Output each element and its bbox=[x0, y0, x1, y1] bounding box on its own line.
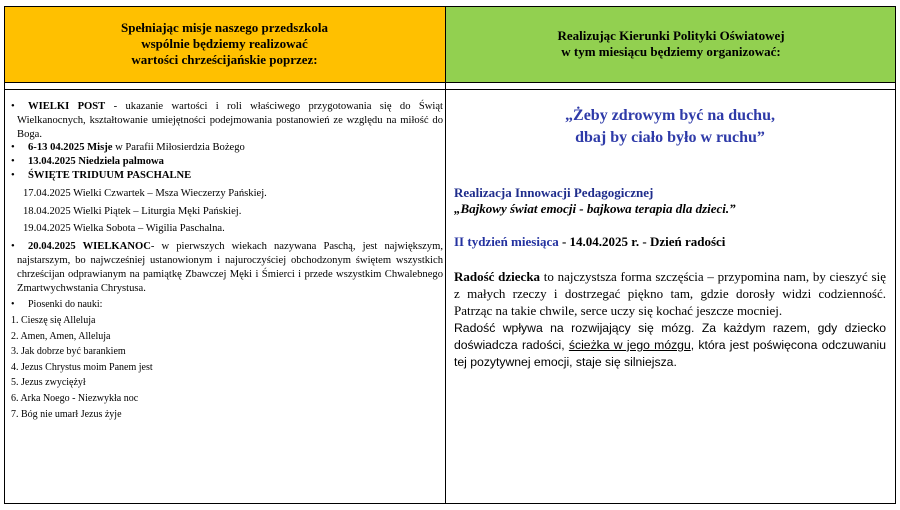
motto-line1: „Żeby zdrowym być na duchu, bbox=[565, 107, 775, 124]
week-label: II tydzień miesiąca bbox=[454, 234, 559, 249]
plan-table bbox=[4, 6, 896, 504]
week-date: - 14.04.2025 r. - Dzień radości bbox=[558, 234, 726, 249]
song-item: 7. Bóg nie umarł Jezus żyje bbox=[11, 408, 122, 420]
item-palm-sunday: • 13.04.2025 Niedziela palmowa bbox=[11, 156, 164, 168]
triduum-day: 18.04.2025 Wielki Piątek – Liturgia Męki Pańskiej. bbox=[23, 205, 242, 217]
innovation-title: Realizacja Innowacji Pedagogicznej bbox=[454, 185, 654, 200]
joy-description bbox=[454, 268, 886, 371]
right-header bbox=[446, 6, 896, 83]
song-item: 2. Amen, Amen, Alleluja bbox=[11, 330, 111, 342]
right-header-line2: w tym miesiącu będziemy organizować: bbox=[561, 44, 781, 59]
joy-paragraph-1: Radość dziecka to najczystsza forma szczęścia – przypomina nam, by cieszyć się z małych rzeczy i dostrzegać piękno tam, gdzie dorosły widzi codzienność. Patrząc na takie chwile, serce uczy się kochać jeszcze mocniej. bbox=[454, 269, 886, 319]
joy-paragraph-2: Radość wpływa na rozwijający się mózg. Za każdym razem, gdy dziecko doświadcza radości, ścieżka w jego mózgu, która jest poświęcona odczuwaniu tej pozytywnej emocji, staje się silniejsza. bbox=[454, 320, 886, 370]
triduum-day: 17.04.2025 Wielki Czwartek – Msza Wieczerzy Pańskiej. bbox=[23, 187, 267, 199]
song-item: 4. Jezus Chrystus moim Panem jest bbox=[11, 361, 153, 373]
left-header bbox=[4, 6, 446, 83]
left-header-line1: Spełniając misje naszego przedszkola bbox=[121, 20, 328, 35]
motto-line2: dbaj by ciało było w ruchu” bbox=[575, 129, 765, 146]
song-item: 5. Jezus zwyciężył bbox=[11, 377, 86, 389]
item-easter: • 20.04.2025 WIELKANOC- w pierwszych wiekach nazywana Paschą, jest największym, najstarszym, bo najwcześniej ustanowionym i najuroczyściej obchodzonym świętem wszystkich chrześcijan odprawianym na pamiątkę Zbawczej Męki i Śmierci i przede wszystkim Chwalebnego Zmartwychwstania Chrystusa. bbox=[11, 241, 443, 294]
left-header-line2: wspólnie będziemy realizować bbox=[141, 36, 308, 51]
week-heading bbox=[454, 234, 886, 250]
left-header-line3: wartości chrześcijańskie poprzez: bbox=[131, 52, 318, 67]
innovation-name: „Bajkowy świat emocji - bajkowa terapia dla dzieci.” bbox=[454, 201, 736, 216]
motto bbox=[454, 105, 886, 149]
songs-title: • Piosenki do nauki: bbox=[11, 299, 103, 311]
left-column bbox=[4, 83, 446, 504]
right-column bbox=[446, 83, 896, 504]
song-item: 3. Jak dobrze być barankiem bbox=[11, 346, 126, 358]
item-missions: • 6-13 04.2025 Misje w Parafii Miłosierdzia Bożego bbox=[11, 142, 245, 154]
song-item: 6. Arka Noego - Niezwykła noc bbox=[11, 392, 139, 404]
item-triduum: • ŚWIĘTE TRIDUUM PASCHALNE bbox=[11, 169, 192, 181]
item-lent: • WIELKI POST - ukazanie wartości i roli właściwego przygotowania się do Świąt Wielkanocnych, kształtowanie umiejętności podejmowania postanowień ze względu na miłość do Boga. bbox=[11, 101, 444, 140]
song-item: 1. Cieszę się Alleluja bbox=[11, 314, 96, 326]
triduum-day: 19.04.2025 Wielka Sobota – Wigilia Paschalna. bbox=[23, 223, 225, 235]
right-header-line1: Realizując Kierunki Polityki Oświatowej bbox=[557, 28, 785, 43]
innovation-block bbox=[454, 185, 886, 217]
